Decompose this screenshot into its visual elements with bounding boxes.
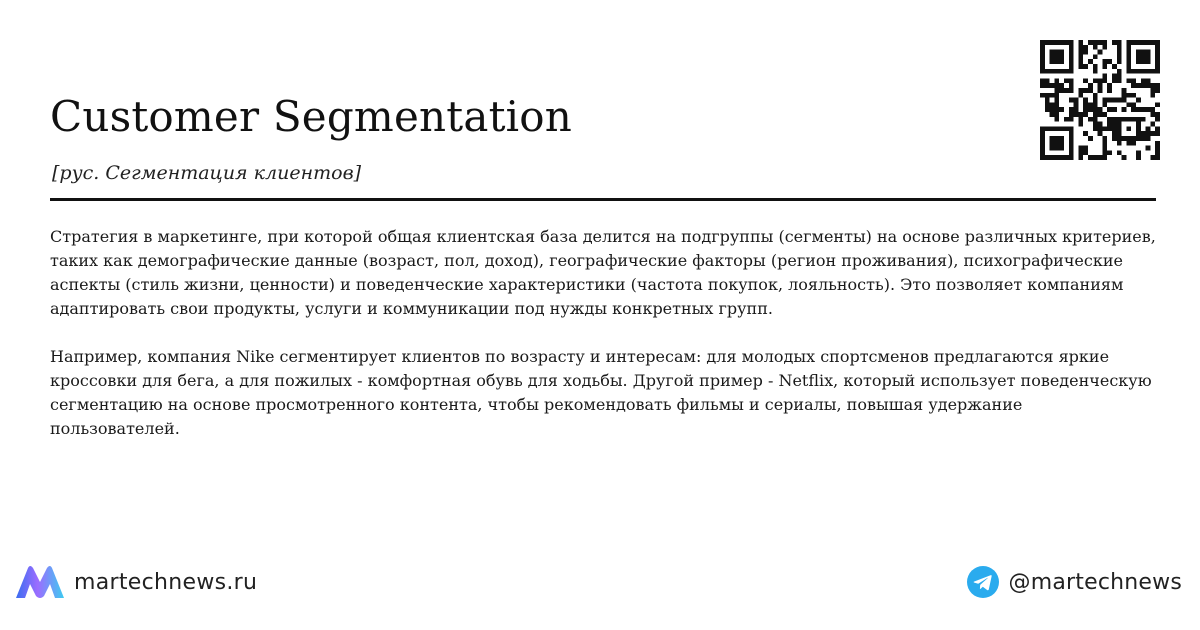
footer-social[interactable] (967, 562, 1183, 602)
paragraph-examples: Например, компания Nike сегментирует клиентов по возрасту и интересам: для молодых спортсменов предлагаются яркие кроссовки для бега, а для пожилых - комфортная обувь для ходьбы. Другой пример - Netflix, который использует поведенческую сегментацию на основе просмотренного контента, чтобы рекомендовать фильмы и сериалы, повышая удержание пользователей. (50, 347, 1152, 438)
martechnews-logo-icon (14, 564, 66, 600)
page-subtitle: [рус. Сегментация клиентов] (52, 162, 362, 184)
article-body (50, 225, 1156, 465)
telegram-handle[interactable]: @martechnews (1008, 569, 1182, 595)
site-link[interactable]: martechnews.ru (74, 569, 258, 595)
paragraph-definition: Стратегия в маркетинге, при которой общая клиентская база делится на подгруппы (сегменты) на основе различных критериев, таких как демографические данные (возраст, пол, доход), географические факторы (регион проживания), психографические аспекты (стиль жизни, ценности) и поведенческие характеристики (частота покупок, лояльность). Это позволяет компаниям адаптировать свои продукты, услуги и коммуникации под нужды конкретных групп. (50, 227, 1156, 318)
header-divider (50, 198, 1156, 201)
telegram-icon (967, 566, 999, 598)
footer-brand[interactable] (14, 562, 257, 602)
page-title: Customer Segmentation (50, 92, 573, 141)
qr-code-icon (1040, 40, 1160, 160)
